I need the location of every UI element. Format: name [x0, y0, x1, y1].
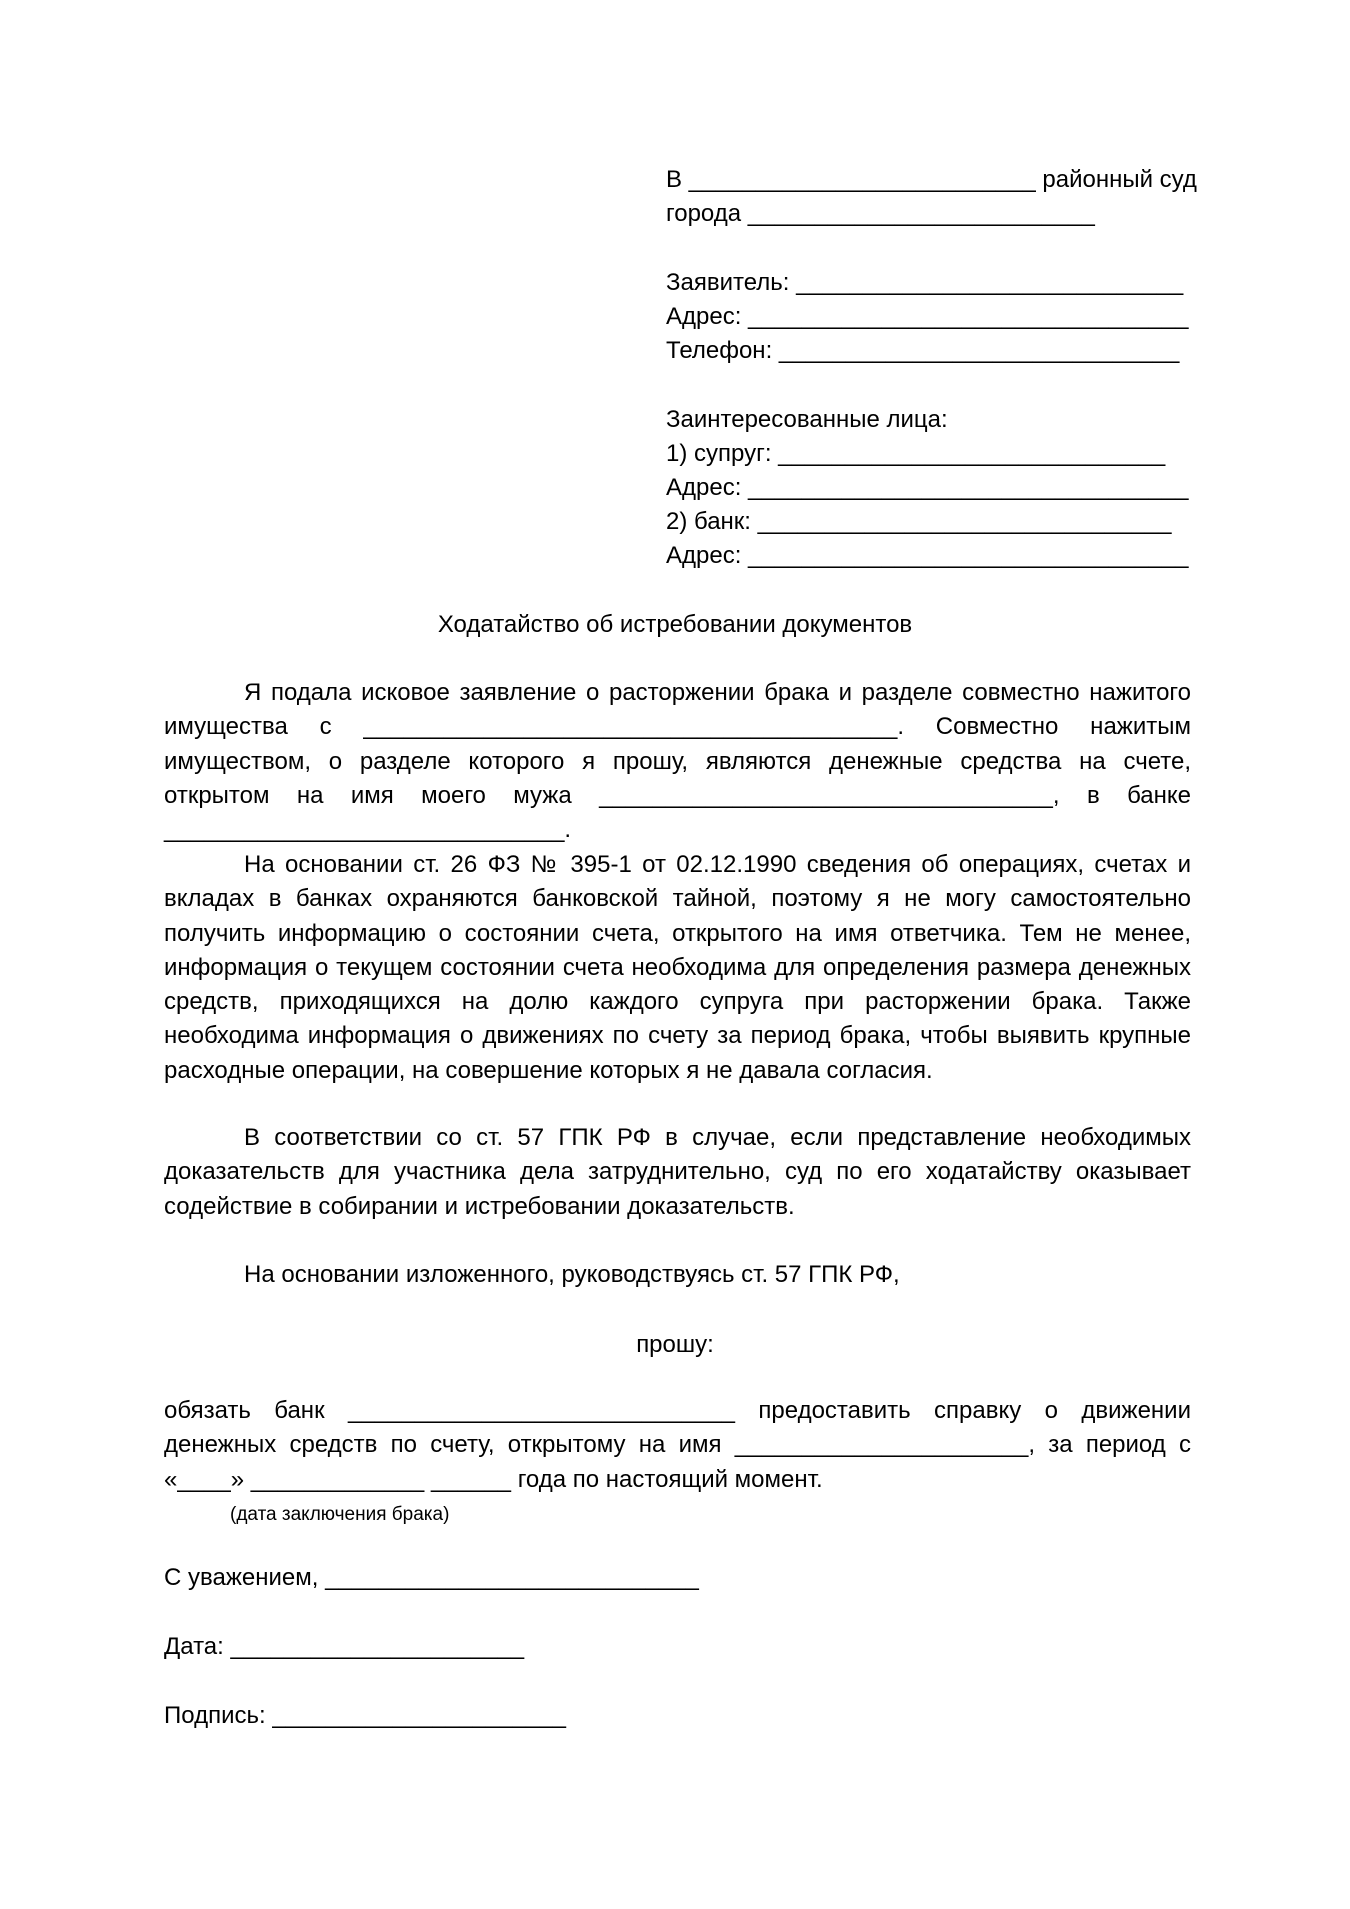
signature-line: Подпись: ______________________	[164, 1702, 566, 1729]
paragraph-1-text: Я подала исковое заявление о расторжении брака и разделе совместно нажитого имущества с ________________________________________. Совместно нажитым имуществом, о разделе которого я прошу, являются денежные средства на счете, открытом на имя моего мужа __________________________________, в банке ______________________________.	[164, 679, 1191, 844]
paragraph-1	[164, 676, 1191, 847]
date-line: Дата: ______________________	[164, 1633, 525, 1660]
bank-line: 2) банк: _______________________________	[666, 508, 1172, 535]
paragraph-2-text: На основании ст. 26 ФЗ № 395-1 от 02.12.1990 сведения об операциях, счетах и вкладах в банках охраняются банковской тайной, поэтому я не могу самостоятельно получить информацию о состоянии счета, открытого на имя ответчика. Тем не менее, информация о текущем состоянии счета необходима для определения размера денежных средств, приходящихся на долю каждого супруга при расторжении брака. Также необходима информация о движениях по счету за период брака, чтобы выявить крупные расходные операции, на совершение которых я не давала согласия.	[164, 851, 1191, 1084]
city-line: города __________________________	[666, 200, 1095, 227]
paragraph-3-text: В соответствии со ст. 57 ГПК РФ в случае, если представление необходимых доказательств для участника дела затруднительно, суд по его ходатайству оказывает содействие в собирании и истребовании доказательств.	[164, 1124, 1191, 1220]
paragraph-5	[164, 1394, 1191, 1497]
document-title: Ходатайство об истребовании документов	[437, 611, 913, 638]
paragraph-2	[164, 848, 1191, 1088]
marriage-date-note: (дата заключения брака)	[230, 1504, 450, 1525]
paragraph-5-text: обязать банк _____________________________ предоставить справку о движении денежных средств по счету, открытому на имя ______________________, за период с «____» _____________ ______ года по настоящий момент.	[164, 1397, 1191, 1493]
applicant-phone-line: Телефон: ______________________________	[666, 337, 1180, 364]
spouse-line: 1) супруг: _____________________________	[666, 440, 1166, 467]
interested-title: Заинтересованные лица:	[666, 406, 948, 433]
court-line: В __________________________ районный суд	[666, 166, 1197, 193]
applicant-line: Заявитель: _____________________________	[666, 269, 1184, 296]
paragraph-3	[164, 1121, 1191, 1224]
spouse-address-line: Адрес: _________________________________	[666, 474, 1189, 501]
applicant-address-line: Адрес: _________________________________	[666, 303, 1189, 330]
request-word: прошу:	[636, 1331, 714, 1358]
paragraph-4	[164, 1258, 1191, 1292]
regards-line: С уважением, ____________________________	[164, 1564, 699, 1591]
bank-address-line: Адрес: _________________________________	[666, 542, 1189, 569]
paragraph-4-text: На основании изложенного, руководствуясь ст. 57 ГПК РФ,	[244, 1261, 900, 1288]
